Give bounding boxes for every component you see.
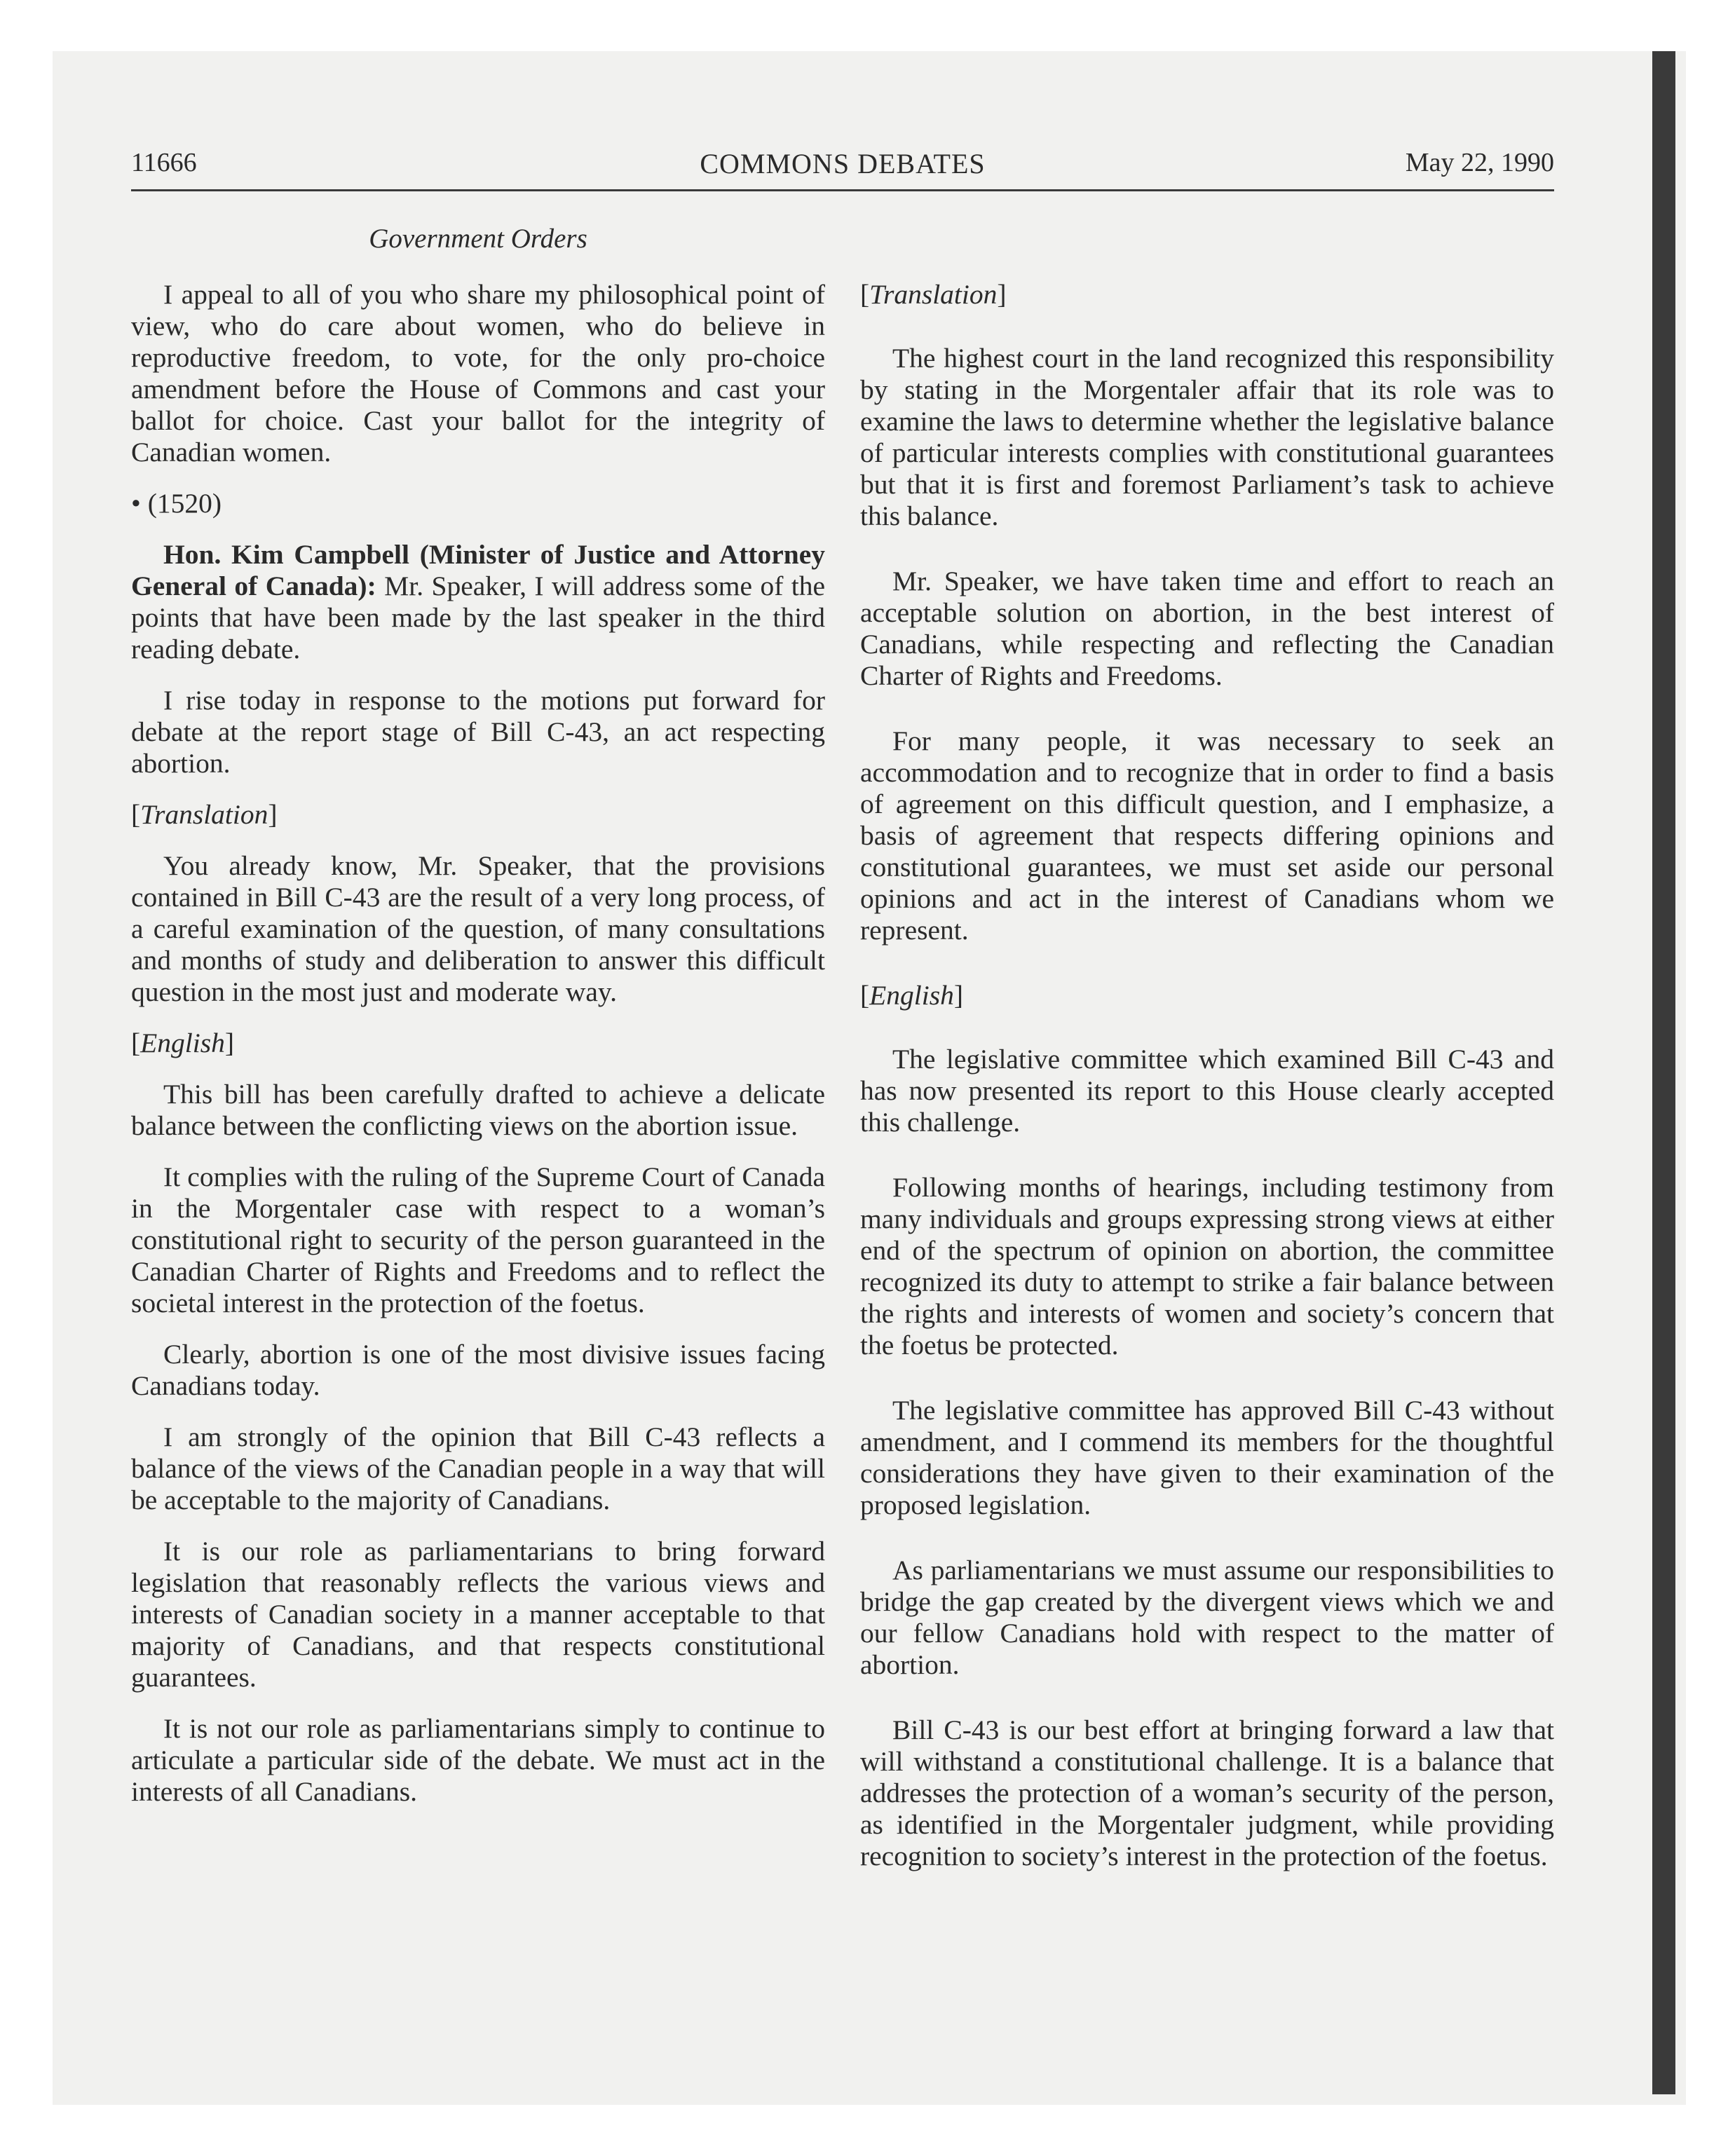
paragraph: The legislative committee has approved Bill C-43 without amendment, and I commend its members for the thoughtful considerations they have given to their examination of the proposed legislation. bbox=[860, 1395, 1554, 1520]
page-number: 11666 bbox=[131, 148, 197, 177]
right-column bbox=[860, 279, 1554, 1906]
paragraph: The highest court in the land recognized this responsibility by stating in the Morgentaler affair that its role was to examine the laws to determine whether the legislative balance of particular interests complies with constitutional guarantees but that it is first and foremost Parliament’s task to achieve this balance. bbox=[860, 343, 1554, 531]
speaker-paragraph bbox=[131, 539, 825, 665]
paragraph: I am strongly of the opinion that Bill C-43 reflects a balance of the views of the Canadian people in a way that will be acceptable to the majority of Canadians. bbox=[131, 1421, 825, 1515]
paragraph: Bill C-43 is our best effort at bringing forward a law that will withstand a constitutional challenge. It is a balance that addresses the protection of a woman’s security of the person, as identified in the Morgentaler judgment, while providing recognition to society’s interest in the protection of the foetus. bbox=[860, 1714, 1554, 1871]
language-marker: [English] bbox=[131, 1028, 235, 1058]
paragraph: As parliamentarians we must assume our responsibilities to bridge the gap created by the divergent views which we and our fellow Canadians hold with respect to the matter of abortion. bbox=[860, 1555, 1554, 1680]
paragraph: The legislative committee which examined Bill C-43 and has now presented its report to this House clearly accepted this challenge. bbox=[860, 1044, 1554, 1138]
paragraph: Following months of hearings, including testimony from many individuals and groups expressing strong views at either end of the spectrum of opinion on abortion, the committee recognized its duty to attempt to strike a fair balance between the rights and interests of women and society’s concern that the foetus be protected. bbox=[860, 1172, 1554, 1360]
paragraph: This bill has been carefully drafted to achieve a delicate balance between the conflicting views on the abortion issue. bbox=[131, 1079, 825, 1141]
header-rule bbox=[131, 189, 1554, 191]
language-label: Translation bbox=[140, 799, 268, 830]
language-marker: [Translation] bbox=[860, 279, 1007, 310]
paragraph: Clearly, abortion is one of the most divisive issues facing Canadians today. bbox=[131, 1339, 825, 1401]
paragraph-text: Mr. Speaker, I will address some of the points that have been made by the last speaker in the third reading debate. bbox=[131, 571, 826, 664]
paragraph: I rise today in response to the motions put forward for debate at the report stage of Bill C-43, an act respecting abortion. bbox=[131, 685, 825, 779]
paragraph: Mr. Speaker, we have taken time and effort to reach an acceptable solution on abortion, in the best interest of Canadians, while respecting and reflecting the Canadian Charter of Rights and Freedoms. bbox=[860, 566, 1554, 691]
section-heading: Government Orders bbox=[369, 224, 587, 254]
page-header bbox=[131, 147, 1554, 186]
language-marker: [English] bbox=[860, 980, 964, 1011]
speaker-name: Hon. Kim Campbell (Minister of Justice and Attorney General of Canada): bbox=[131, 539, 825, 601]
journal-title: COMMONS DEBATES bbox=[700, 148, 986, 179]
time-marker: • (1520) bbox=[131, 488, 222, 519]
paragraph: I appeal to all of you who share my philosophical point of view, who do care about women, who do believe in reproductive freedom, to vote, for the only pro-choice amendment before the House of Commons and cast your ballot for choice. Cast your ballot for the integrity of Canadian women. bbox=[131, 279, 825, 468]
header-date: May 22, 1990 bbox=[1405, 148, 1554, 177]
language-label: Translation bbox=[869, 279, 998, 310]
language-label: English bbox=[869, 980, 954, 1011]
language-marker: [Translation] bbox=[131, 799, 278, 830]
language-label: English bbox=[140, 1028, 225, 1058]
paragraph: It complies with the ruling of the Supreme Court of Canada in the Morgentaler case with respect to a woman’s constitutional right to security of the person guaranteed in the Canadian Charter of Rights and Freedoms and to reflect the societal interest in the protection of the foetus. bbox=[131, 1161, 825, 1318]
left-column bbox=[131, 279, 825, 1827]
paragraph: It is our role as parliamentarians to bring forward legislation that reasonably reflects the various views and interests of Canadian society in a manner acceptable to that majority of Canadians, and that respects constitutional guarantees. bbox=[131, 1536, 825, 1693]
paragraph: For many people, it was necessary to seek an accommodation and to recognize that in order to find a basis of agreement on this difficult question, and I emphasize, a basis of agreement that respects differing opinions and constitutional guarantees, we must set aside our personal opinions and act in the interest of Canadians whom we represent. bbox=[860, 725, 1554, 946]
scan-edge-shadow bbox=[1652, 51, 1675, 2094]
paragraph: You already know, Mr. Speaker, that the provisions contained in Bill C-43 are the result of a very long process, of a careful examination of the question, of many consultations and months of study and deliberation to answer this difficult question in the most just and moderate way. bbox=[131, 850, 825, 1007]
paragraph: It is not our role as parliamentarians simply to continue to articulate a particular side of the debate. We must act in the interests of all Canadians. bbox=[131, 1713, 825, 1807]
